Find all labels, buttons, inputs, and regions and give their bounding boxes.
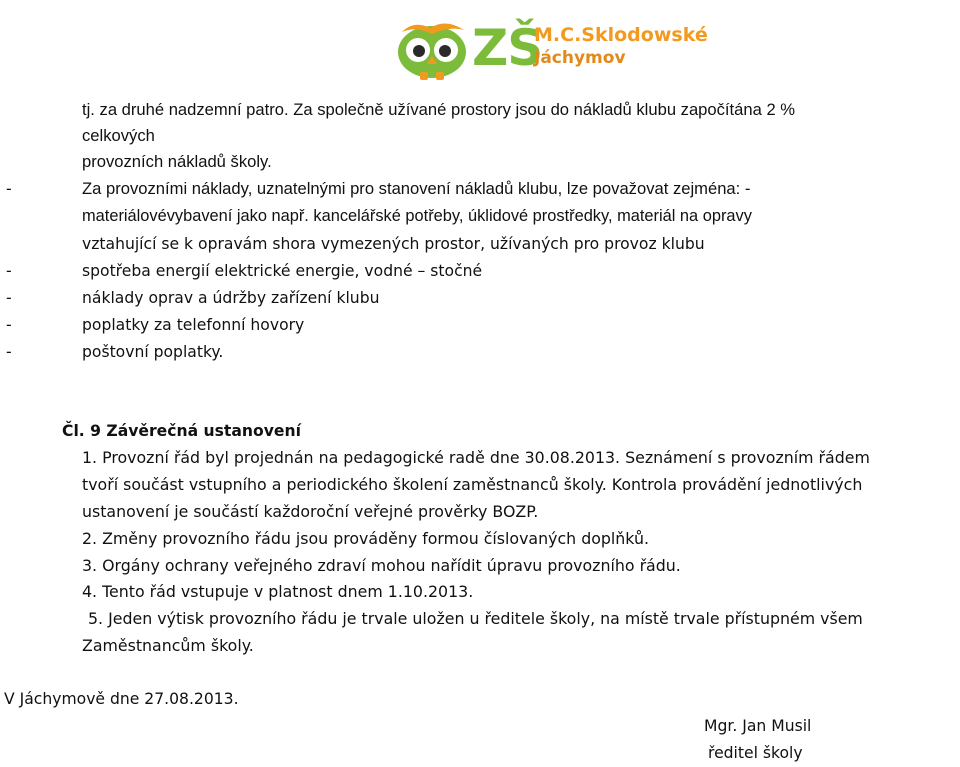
paragraph-line: 1. Provozní řád byl projednán na pedagogické radě dne 30.08.2013. Seznámení s provozním řádem xyxy=(82,448,870,467)
paragraph-line: tvoří součást vstupního a periodického školení zaměstnanců školy. Kontrola provádění jednotlivých xyxy=(82,475,863,494)
list-item-line: materiálovévybavení jako např. kancelářské potřeby, úklidové prostředky, materiál na opravy xyxy=(82,207,752,225)
list-item: náklady oprav a údržby zařízení klubu xyxy=(82,289,380,307)
list-item-line: Za provozními náklady, uznatelnými pro stanovení nákladů klubu, lze považovat zejména: - xyxy=(82,179,751,198)
paragraph-line: 4. Tento řád vstupuje v platnost dnem 1.10.2013. xyxy=(82,582,474,601)
paragraph-line: 5. Jeden výtisk provozního řádu je trvale uložen u ředitele školy, na místě trvale přístupném všem xyxy=(88,609,863,628)
list-item: spotřeba energií elektrické energie, vodné – stočné xyxy=(82,262,483,280)
signature-title: ředitel školy xyxy=(708,744,803,762)
list-marker: - xyxy=(6,261,12,280)
paragraph-line: provozních nákladů školy. xyxy=(82,152,272,171)
list-marker: - xyxy=(6,179,12,198)
paragraph-line: celkových xyxy=(82,126,155,145)
list-marker: - xyxy=(6,288,12,307)
logo-school-name: M.C.Sklodowské xyxy=(534,24,708,46)
paragraph-line: Zaměstnancům školy. xyxy=(82,636,254,655)
logo-town-name: Jáchymov xyxy=(534,48,626,68)
section-heading: Čl. 9 Závěrečná ustanovení xyxy=(62,422,301,440)
logo-mark: ZŠ xyxy=(472,19,543,77)
owl-icon xyxy=(394,12,474,82)
paragraph-line: tj. za druhé nadzemní patro. Za společně užívané prostory jsou do nákladů klubu započítána 2 % xyxy=(82,100,796,119)
list-marker: - xyxy=(6,315,12,334)
paragraph-line: 2. Změny provozního řádu jsou prováděny formou číslovaných doplňků. xyxy=(82,529,650,548)
list-item-line: vztahující se k opravám shora vymezených prostor, užívaných pro provoz klubu xyxy=(82,235,705,253)
paragraph-line: 3. Orgány ochrany veřejného zdraví mohou nařídit úpravu provozního řádu. xyxy=(82,556,681,575)
list-marker: - xyxy=(6,342,12,361)
school-logo xyxy=(394,12,708,82)
place-date: V Jáchymově dne 27.08.2013. xyxy=(4,690,239,708)
paragraph-line: ustanovení je součástí každoroční veřejné prověrky BOZP. xyxy=(82,502,539,521)
signature-name: Mgr. Jan Musil xyxy=(704,717,812,735)
list-item: poplatky za telefonní hovory xyxy=(82,316,305,334)
list-item: poštovní poplatky. xyxy=(82,343,224,361)
